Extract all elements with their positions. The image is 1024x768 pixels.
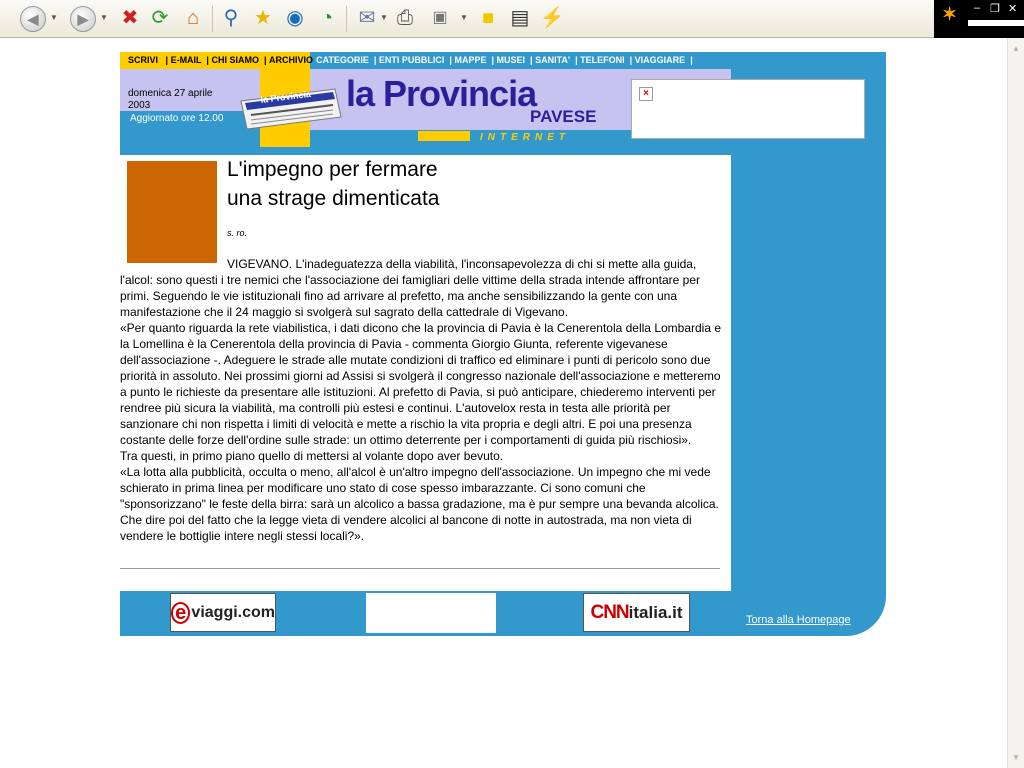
cnn-mark: CNN <box>590 601 629 623</box>
nav-link-archivio[interactable]: ARCHIVIO <box>269 55 314 65</box>
back-icon[interactable]: ◀ <box>20 6 46 32</box>
eviaggi-ad[interactable] <box>170 593 276 632</box>
messenger-icon[interactable]: ▤ <box>510 7 530 29</box>
nav-link-scrivi[interactable]: SCRIVI <box>128 55 159 65</box>
broken-image-icon: × <box>639 87 653 101</box>
masthead-title: la Provincia <box>346 73 537 114</box>
nav-link-sanita[interactable]: SANITA' <box>535 55 571 65</box>
article-headline <box>227 155 439 213</box>
windows-flag-icon: ✶ <box>942 4 958 24</box>
headline-line-1: L'impegno per fermare <box>227 158 438 181</box>
nav-link-enti-pubblici[interactable]: ENTI PUBBLICI <box>378 55 445 65</box>
mail-icon[interactable]: ✉ <box>358 7 376 29</box>
internet-label: INTERNET <box>480 132 570 143</box>
nav-link-telefoni[interactable]: TELEFONI <box>580 55 625 65</box>
top-navigation <box>120 52 731 69</box>
nav-left-group: SCRIVI | E-MAIL | CHI SIAMO | ARCHIVIO <box>120 52 310 69</box>
nav-link-mappe[interactable]: MAPPE <box>454 55 487 65</box>
article-divider <box>120 568 720 569</box>
browser-toolbar <box>0 0 1024 38</box>
cnn-italia-text: italia.it <box>628 602 683 622</box>
article-paragraph: «La lotta alla pubblicità, occulta o meno, all'alcol è un'altro impegno dell'associazione. Un impegno che mi vede schierato in prima linea per modificare uno stato di cose spesso imbarazzante. Ci sono comuni che "sponsorizzano" le feste della birra: sarà un alcolico a bassa gradazione, ma è pur sempre una bevanda alcolica. Che dire poi del fatto che la legge vieta di vendere alcolici al bancone di notte in autostrada, ma non vieta di vendere le bottiglie intere negli stessi locali?». <box>120 465 719 543</box>
footer-ad-placeholder[interactable] <box>366 593 496 633</box>
cnn-italia-ad[interactable] <box>583 593 690 632</box>
article-author: s. ro. <box>227 228 248 238</box>
print-icon[interactable]: ⎙ <box>397 7 413 29</box>
nav-link-email[interactable]: E-MAIL <box>170 55 202 65</box>
article-paragraph: Tra questi, in primo piano quello di mettersi al volante dopo aver bevuto. <box>120 449 504 463</box>
restore-icon[interactable]: ❐ <box>990 3 1000 15</box>
close-icon[interactable]: ✕ <box>1008 3 1018 15</box>
eviaggi-text: viaggi.com <box>191 603 275 621</box>
nav-link-musei[interactable]: MUSEI <box>496 55 526 65</box>
history-icon[interactable]: ◔ <box>320 7 334 29</box>
windows-logo-area <box>934 0 1024 38</box>
edit-icon[interactable]: ▣ <box>432 9 448 26</box>
nav-link-chi-siamo[interactable]: CHI SIAMO <box>211 55 259 65</box>
newspaper-logo-image <box>235 87 343 129</box>
page-container <box>120 52 886 636</box>
home-icon[interactable]: ⌂ <box>186 7 200 29</box>
masthead-subtitle: PAVESE <box>530 107 597 126</box>
banner-ad-placeholder[interactable] <box>631 79 865 139</box>
media-icon[interactable]: ◉ <box>286 7 304 29</box>
nav-link-categorie[interactable]: CATEGORIE <box>316 55 369 65</box>
scroll-up-icon[interactable]: ▲ <box>1012 44 1020 53</box>
nav-link-viaggiare[interactable]: VIAGGIARE <box>634 55 686 65</box>
header-date: domenica 27 aprile 2003 <box>128 88 213 111</box>
forward-icon[interactable]: ▶ <box>70 6 96 32</box>
headline-line-2: una strage dimenticata <box>227 187 440 210</box>
favorites-icon[interactable]: ★ <box>254 7 272 29</box>
newspaper-logo-text: la Provincia <box>260 88 312 105</box>
minimize-icon[interactable]: – <box>974 2 981 14</box>
nav-right-group: CATEGORIE | ENTI PUBBLICI | MAPPE | MUSEI | SANITA' | TELEFONI | VIAGGIARE | <box>316 55 693 65</box>
article-photo <box>127 161 217 263</box>
mail-dropdown-icon[interactable]: ▼ <box>380 13 388 22</box>
footer <box>120 591 886 636</box>
search-icon[interactable]: ⚲ <box>223 7 239 29</box>
article-paragraph: «Per quanto riguarda la rete viabilistica, i dati dicono che la provincia di Pavia è la Cenerentola della Lombardia e la Lomellina è la Cenerentola della provincia di Pavia - commenta Giorgio Giunta, referente vigevanese dell'associazione -. Adeguere le strade alle mutate condizioni di traffico ed eliminare i punti di pericolo sono due priorità in assoluto. Nei prossimi giorni ad Assisi si svolgerà il congresso nazionale dell'associazione e metteremo a punto le richieste da presentare alle istituzioni. Al prefetto di Pavia, si può anticipare, chiederemo interventi per rendree più sicura la viabilità, ma controlli più estesi e continui. L'autovelox resta in testa alle priorità per sanzionare chi non rispetta i limiti di velocità e mette a rischio la vita propria e degli altri. E poi una presenza costante delle forze dell'ordine sulle strade: un ottimo deterrente per i comportamenti di guida più rischiosi». <box>120 321 722 447</box>
updated-time: Aggiornato ore 12.00 <box>130 113 224 124</box>
article <box>120 155 731 591</box>
tools-icon[interactable]: ⚡ <box>539 7 565 29</box>
vertical-scrollbar[interactable] <box>1007 38 1024 768</box>
refresh-icon[interactable]: ⟳ <box>151 7 169 29</box>
article-paragraph: VIGEVANO. L'inadeguatezza della viabilità, l'inconsapevolezza di chi si mette alla guida, l'alcol: sono questi i tre nemici che l'associazione dei famigliari delle vittime della strada intende affrontare per primi. Seguendo le vie istituzionali fino ad arrivare al prefetto, ma anche sensibilizzando la gente con una manifestazione che il 24 maggio si svolgerà sul sagrato della cattedrale di Vigevano. <box>120 257 700 319</box>
edit-dropdown-icon[interactable]: ▼ <box>460 13 468 22</box>
forward-dropdown-icon[interactable]: ▼ <box>100 13 108 22</box>
homepage-link[interactable]: Torna alla Homepage <box>746 614 851 626</box>
stop-icon[interactable]: ✖ <box>121 7 139 29</box>
article-body <box>120 256 726 544</box>
eviaggi-e-mark: e <box>171 602 190 624</box>
back-dropdown-icon[interactable]: ▼ <box>50 13 58 22</box>
discuss-icon[interactable]: ■ <box>481 7 495 29</box>
scroll-down-icon[interactable]: ▼ <box>1012 753 1020 762</box>
